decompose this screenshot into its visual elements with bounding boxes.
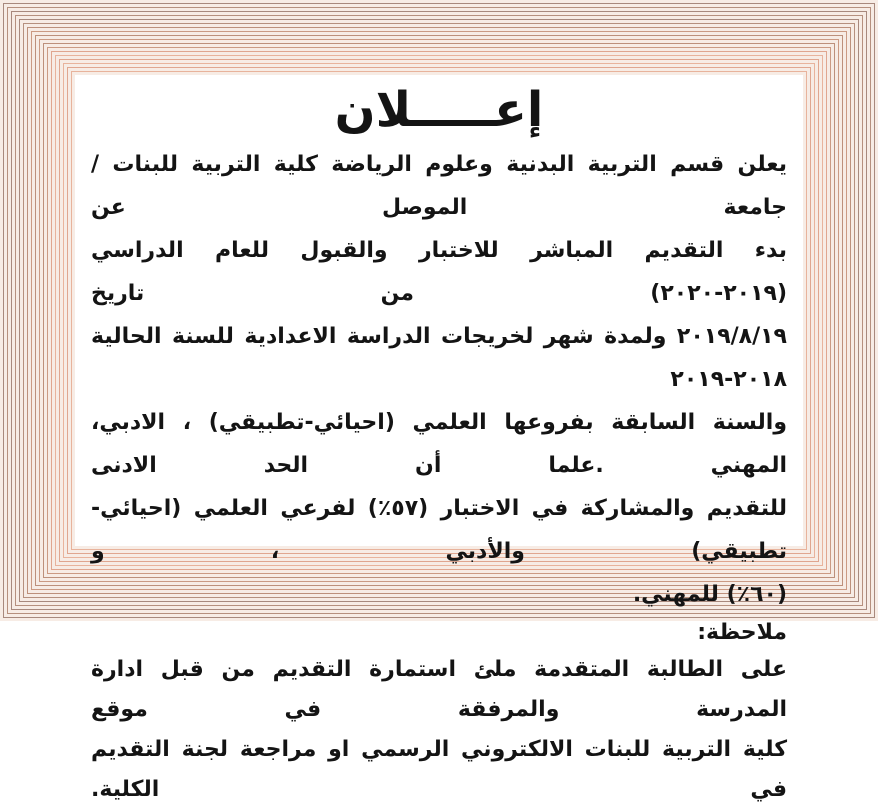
body-line: بدء التقديم المباشر للاختبار والقبول للعام الدراسي (٢٠١٩-٢٠٢٠) من تاريخ [91, 238, 787, 306]
border-frame-line [63, 63, 815, 802]
border-frame-line [23, 23, 855, 802]
border-frame-line [27, 27, 851, 802]
border-frame-line [71, 71, 807, 802]
border-frame-line [67, 67, 811, 802]
body-line: ٢٠١٩/٨/١٩ ولمدة شهر لخريجات الدراسة الاعدادية للسنة الحالية ٢٠١٨-٢٠١٩ [91, 324, 787, 392]
border-frame-line [55, 55, 823, 802]
note-line: كلية التربية للبنات الالكتروني الرسمي او مراجعة لجنة التقديم في الكلية. [91, 737, 787, 802]
body-line: للتقديم والمشاركة في الاختبار (٥٧٪) لفرعي العلمي (احيائي-تطبيقي) والأدبي ، و [91, 496, 787, 564]
border-frame-line [11, 11, 867, 802]
border-frame-line [47, 47, 831, 802]
note-heading: ملاحظة: [697, 620, 787, 645]
border-frame-line [43, 43, 835, 802]
border-frame-line [3, 3, 875, 802]
border-frame-line [7, 7, 871, 802]
announcement-body [75, 75, 803, 802]
border-frame-line [59, 59, 819, 802]
border-frame-line [35, 35, 843, 802]
body-line: (٦٠٪) للمهني. [632, 582, 787, 607]
note-line: على الطالبة المتقدمة ملئ استمارة التقديم من قبل ادارة المدرسة والمرفقة في موقع [91, 657, 787, 722]
body-line: والسنة السابقة بفروعها العلمي (احيائي-تطبيقي) ، الادبي، المهني .علما أن الحد الادنى [91, 410, 787, 478]
body-line: يعلن قسم التربية البدنية وعلوم الرياضة كلية التربية للبنات / جامعة الموصل عن [91, 152, 787, 220]
border-frame-line [19, 19, 859, 802]
announcement-title: إعـــــلان [334, 82, 544, 138]
border-frame-line [51, 51, 827, 802]
border-frame-line [15, 15, 863, 802]
border-frame-line [39, 39, 839, 802]
border-frame-line [31, 31, 847, 802]
